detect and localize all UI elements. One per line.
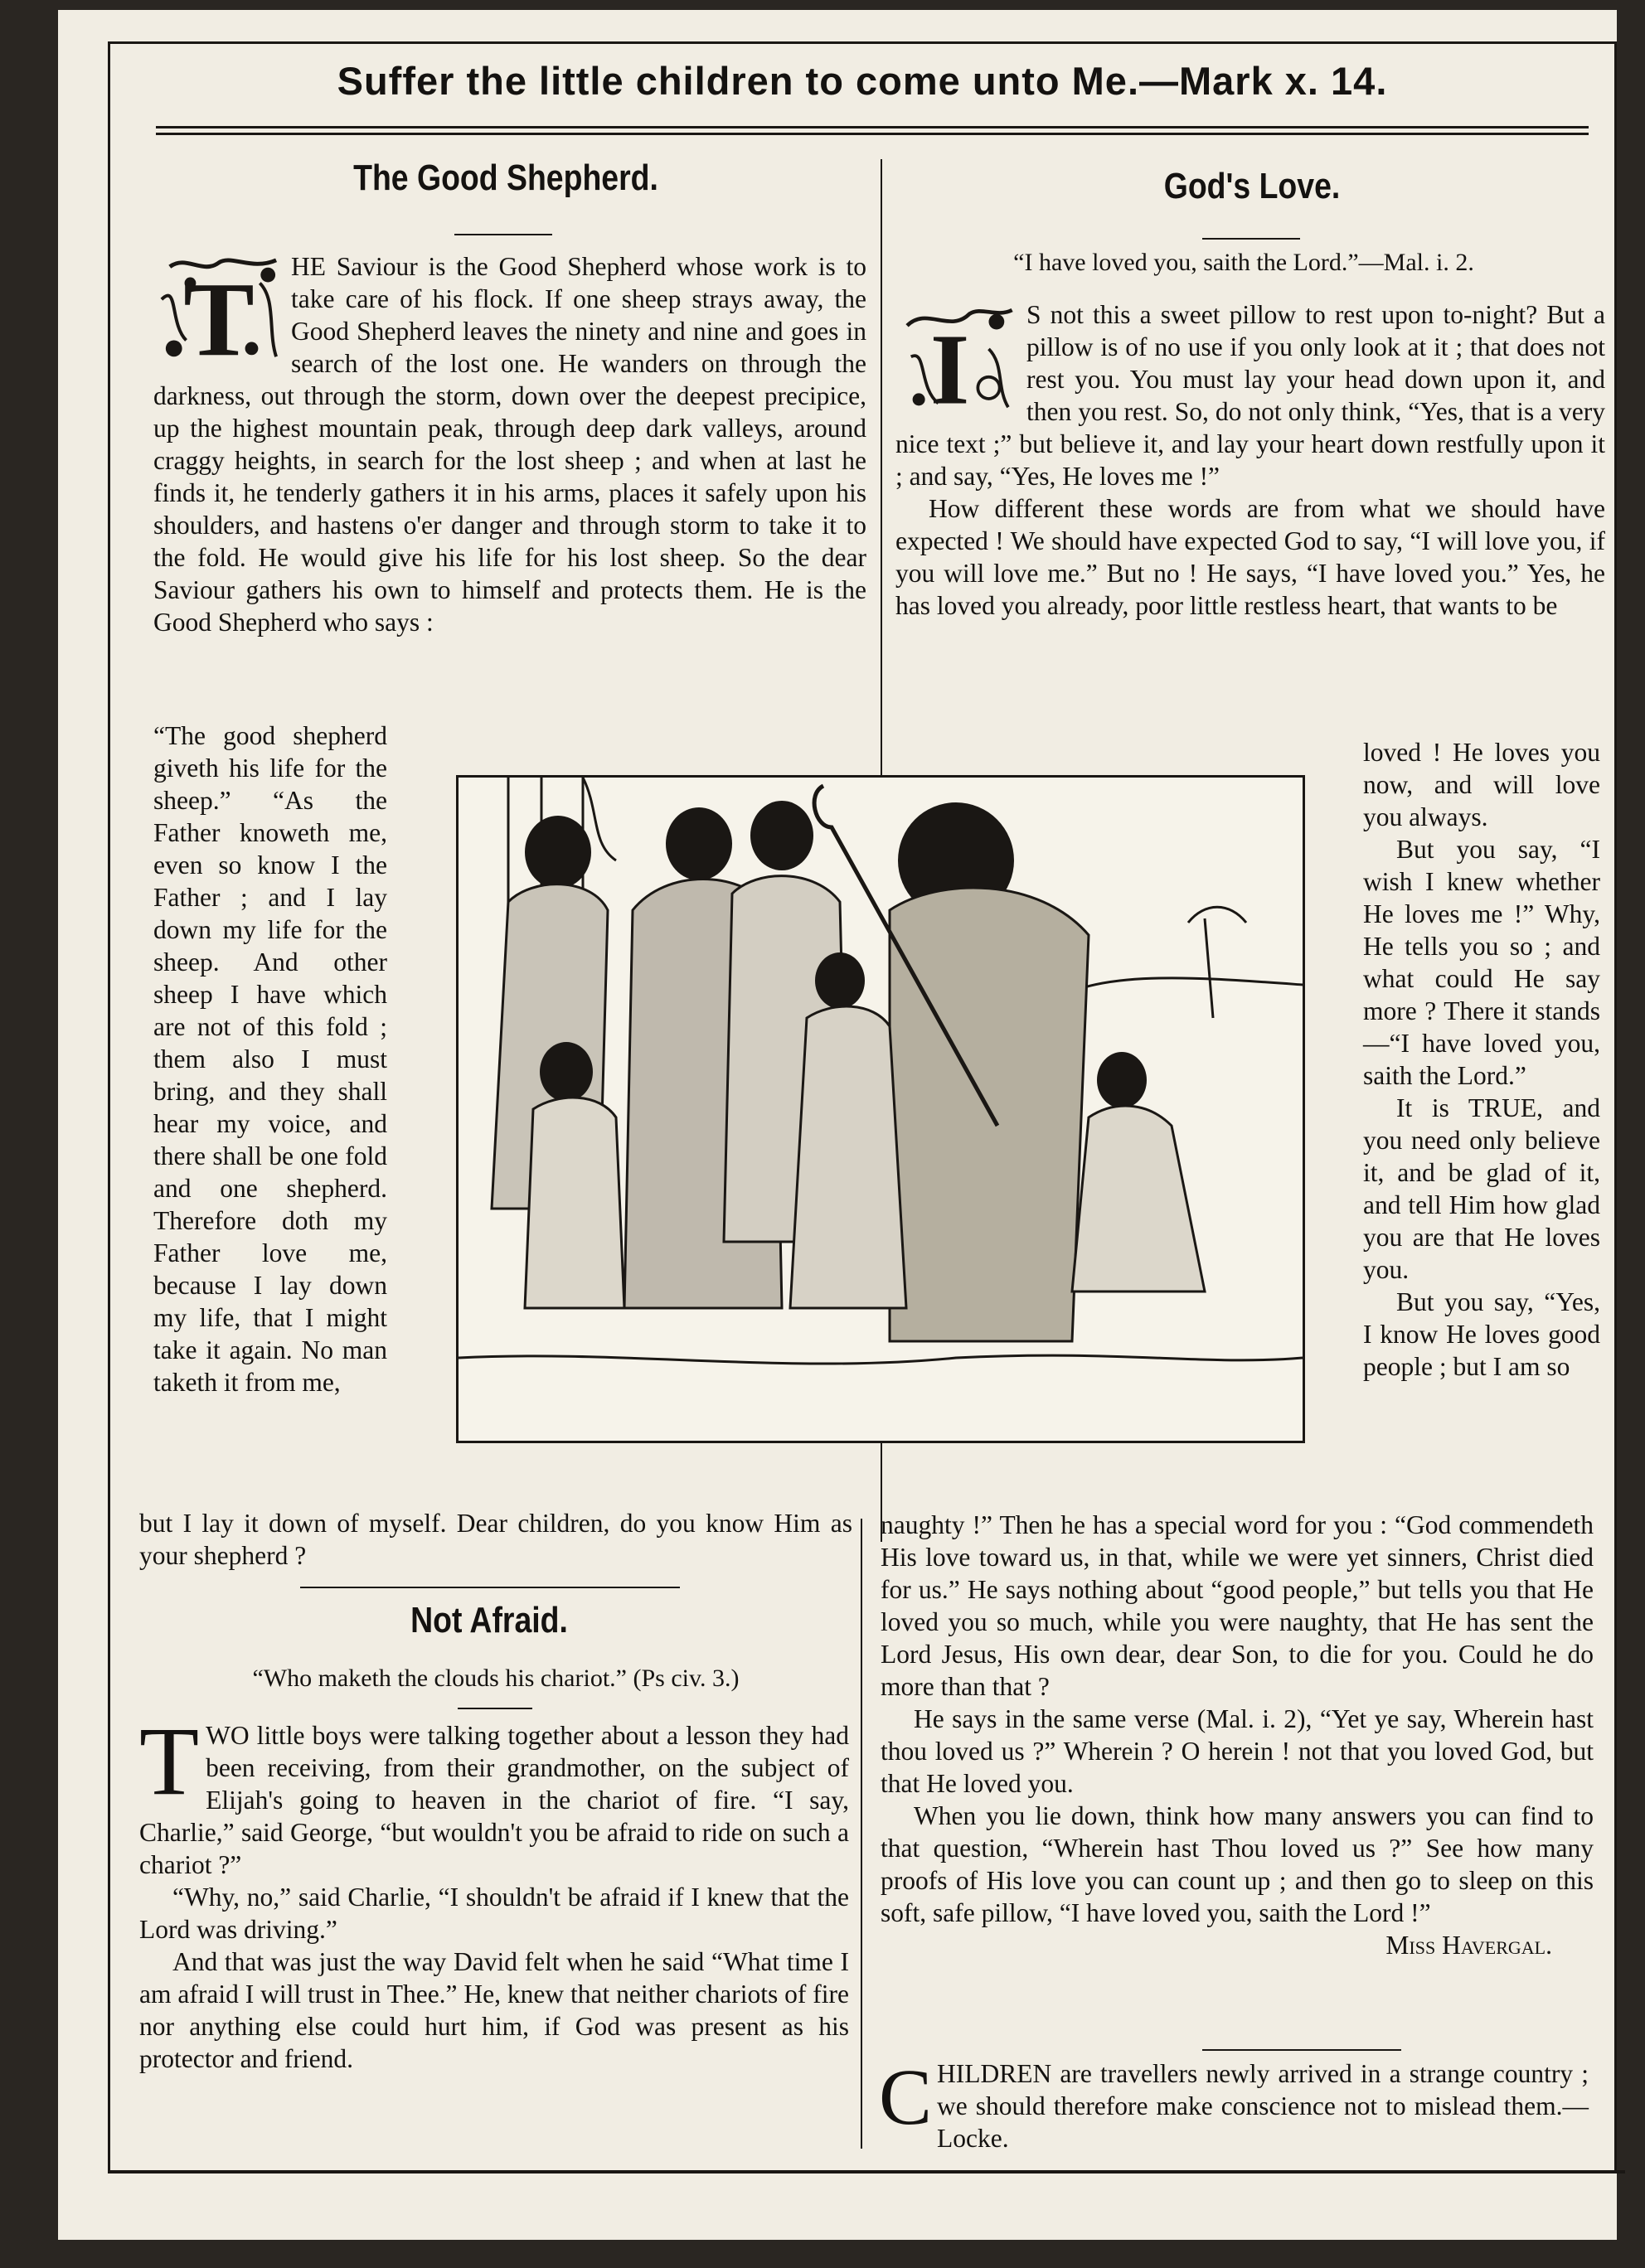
gods-love-epigraph: “I have loved you, saith the Lord.”—Mal. i. 2. <box>1013 249 1474 276</box>
good-shepherd-narrow-text: “The good shepherd giveth his life for the sheep.” “As the Father knoweth me, even so know I the Father ; and I lay down my life for the sheep. And other sheep I have which are not of this fold ; them also I must bring, and they shall hear my voice, and there shall be one fold and one shepherd. Therefore doth my Father love me, because I lay down my life, that I might take it again. No man taketh it from me, <box>153 721 387 1397</box>
header-rule-top <box>156 126 1589 128</box>
ornate-initial-i-icon <box>895 298 1020 423</box>
running-head: Suffer the little children to come unto Me.—Mark x. 14. <box>337 59 1388 103</box>
gods-love-paragraph-2: How different these words are from what we should have expected ! We should have expected God to say, “I will love you, if you will love me.” But no ! He says, “I have loved you.” Yes, he has loved you already, poor little restless heart, that wants to be <box>895 494 1605 620</box>
gods-love-paragraph-3: naughty !” Then he has a special word for you : “God commendeth His love toward us, in that, while we were yet sinners, Christ died for us.” He says nothing about “good people,” but tells you that He loved you so much, while you were naughty, that He has sent the Lord Jesus, His own dear, dear Son, to die for you. Could he do more than that ? <box>881 1510 1594 1701</box>
locke-quote <box>879 2052 1589 2154</box>
shepherd-engraving-image <box>456 775 1305 1443</box>
title-dash <box>454 234 552 235</box>
gods-love-narrow-column <box>1363 736 1600 1383</box>
good-shepherd-title: The Good Shepherd. <box>353 158 658 198</box>
gods-love-narrow-3: It is TRUE, and you need only believe it, and be glad of it, and tell Him how glad you are that He loves you. <box>1363 1093 1600 1284</box>
gods-love-paragraph-4: He says in the same verse (Mal. i. 2), “Yet ye say, Wherein hast thou loved us ?” Wherein ? O herein ! not that you loved God, but that He loved you. <box>881 1704 1594 1798</box>
column-divider-lower <box>861 1519 862 2149</box>
title-dash-right <box>1202 238 1300 240</box>
gods-love-paragraph-5: When you lie down, think how many answers you can find to that question, “Wherein hast Thou loved us ?” See how many proofs of His love you can count up ; and then go to sleep on this soft, safe pillow, “I have loved you, saith the Lord !” <box>881 1801 1594 1927</box>
section-rule <box>300 1587 680 1588</box>
svg-text:T: T <box>183 260 255 373</box>
bottom-rule <box>108 2170 1625 2174</box>
not-afraid-paragraph-1: WO little boys were talking together about a lesson they had been receiving, from their grandmother, on the subject of Elijah's going to heaven in the chariot of fire. “I say, Charlie,” said George, “but wouldn't you be afraid to ride on such a chariot ?” <box>139 1721 849 1879</box>
gods-love-narrow-4: But you say, “Yes, I know He loves good people ; but I am so <box>1363 1287 1600 1381</box>
drop-cap-t: T <box>139 1707 200 1815</box>
ornate-initial-t-icon <box>153 250 284 373</box>
locke-quote-text: HILDREN are travellers newly arrived in a strange country ; we should therefore make conscience not to mislead them.—Locke. <box>937 2059 1589 2153</box>
header-rule-bottom <box>156 133 1589 135</box>
good-shepherd-body <box>153 250 866 638</box>
not-afraid-paragraph-2: “Why, no,” said Charlie, “I shouldn't be afraid if I knew that the Lord was driving.” <box>139 1883 849 1944</box>
good-shepherd-paragraph: HE Saviour is the Good Shepherd whose work is to take care of his flock. If one sheep strays away, the Good Shepherd leaves the ninety and nine and goes in search of the lost one. He wanders on through the darkness, out through the storm, down over the deepest precipice, up the highest mountain peak, through deep dark valleys, around craggy heights, in search for the lost sheep ; and when at last he finds it, he tenderly gathers it in his arms, places it safely upon his shoulders, and hastens o'er danger and through storm to take it to the fold. He would give his life for his lost sheep. So the dear Saviour gathers his own to himself and protects them. He is the Good Shepherd who says : <box>153 252 866 637</box>
gods-love-body <box>895 298 1605 622</box>
not-afraid-epigraph: “Who maketh the clouds his chariot.” (Ps civ. 3.) <box>252 1665 740 1692</box>
not-afraid-body <box>139 1707 849 2075</box>
good-shepherd-closing: but I lay it down of myself. Dear children, do you know Him as your shepherd ? <box>139 1509 852 1570</box>
drop-cap-c: C <box>879 2052 933 2141</box>
gods-love-title: God's Love. <box>1163 166 1341 206</box>
not-afraid-paragraph-3: And that was just the way David felt when he said “What time I am afraid I will trust in Thee.” He, knew that neither chariots of fire nor anything else could hurt him, if God was present as his protector and friend. <box>139 1947 849 2073</box>
epigraph-dash <box>458 1708 532 1709</box>
author-signature: Miss Havergal. <box>1385 1931 1552 1960</box>
gods-love-narrow-1: loved ! He loves you now, and will love you always. <box>1363 738 1600 831</box>
gods-love-paragraph-1: S not this a sweet pillow to rest upon to-night? But a pillow is of no use if you only look at it ; that does not rest you. You must lay your head down upon it, and then you rest. So, do not only think, “Yes, that is a very nice text ;” but believe it, and lay your heart down restfully upon it ; and say, “Yes, He loves me !” <box>895 300 1605 491</box>
gods-love-narrow-2: But you say, “I wish I knew whether He loves me !” Why, He tells you so ; and what could He say more ? There it stands—“I have loved you, saith the Lord.” <box>1363 835 1600 1090</box>
svg-text:I: I <box>929 313 970 423</box>
quote-rule <box>1202 2049 1401 2051</box>
gods-love-lower <box>881 1509 1594 1961</box>
not-afraid-title: Not Afraid. <box>410 1600 568 1640</box>
